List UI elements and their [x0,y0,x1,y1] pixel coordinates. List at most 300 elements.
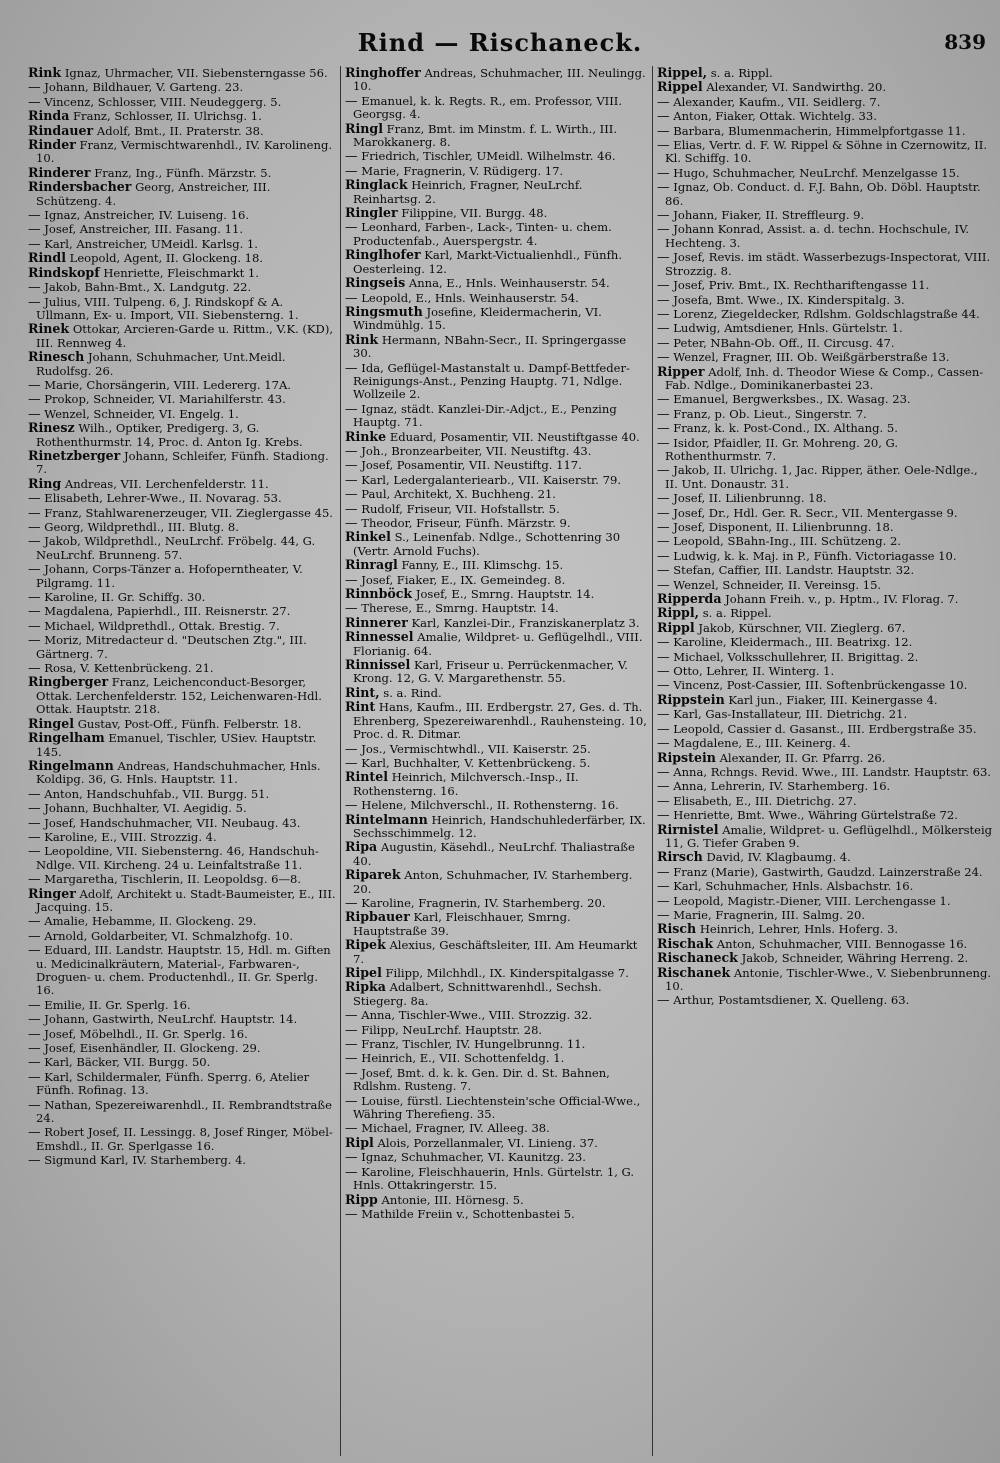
entry-details: Friedrich, Tischler, UMeidl. Wilhelmstr. 46. [361,149,616,164]
entry-surname: Ringhoffer [345,66,421,80]
entry-details: Michael, Volksschullehrer, II. Brigittag. 2. [673,649,919,664]
directory-columns [28,66,994,1456]
entry-surname: — [657,562,670,578]
entry-surname: Rink [345,331,379,347]
directory-entry [345,178,648,206]
entry-surname: — [657,405,670,421]
entry-surname: — [657,648,670,664]
directory-entry [345,1037,648,1051]
entry-surname: — [345,162,358,178]
entry-details: Johann, Corps-Tänzer a. Hofoperntheater, V. Pilgramg. 11. [36,562,303,590]
entry-surname: — [28,942,41,958]
entry-details: Josef, E., Smrng. Hauptstr. 14. [415,587,595,602]
entry-details: Sigmund Karl, IV. Starhemberg. 4. [44,1153,247,1168]
entry-details: Andreas, Schuhmacher, III. Neulingg. 10. [353,66,646,94]
directory-entry [345,276,648,290]
entry-surname: — [28,828,41,844]
entry-details: Johann, Bildhauer, V. Garteng. 23. [44,80,244,95]
entry-details: Andreas, Handschuhmacher, Hnls. Koldipg. 36, G. Hnls. Hauptstr. 11. [36,758,321,787]
entry-details: Heinrich, Lehrer, Hnls. Hoferg. 3. [699,922,899,937]
entry-surname: Ripstein [657,749,716,765]
entry-details: S., Leinenfab. Ndlge., Schottenring 30 (Vertr. Arnold Fuchs). [353,530,621,558]
entry-surname: Rirnistel [657,821,719,837]
entry-surname: Rinder [28,137,76,153]
entry-details: Josef, Fiaker, E., IX. Gemeindeg. 8. [361,572,566,587]
entry-surname: Rippel, [657,66,708,80]
directory-entry [345,1008,648,1022]
entry-surname: Rippl, [657,605,700,621]
entry-surname: Ringel [28,715,75,731]
entry-surname: — [28,561,41,577]
entry-surname: — [28,1124,41,1140]
entry-details: Michael, Fragner, IV. Alleeg. 38. [361,1121,550,1136]
directory-entry [657,879,994,893]
directory-entry [345,587,648,601]
directory-entry [345,868,648,896]
directory-entry [657,951,994,965]
directory-entry [657,765,994,779]
directory-entry [28,787,336,801]
directory-entry [657,549,994,563]
entry-surname: — [28,589,41,605]
directory-entry [345,601,648,615]
entry-surname: — [345,515,358,530]
entry-details: Alexander, Kaufm., VII. Seidlerg. 7. [673,94,881,109]
entry-surname: — [657,291,670,307]
entry-details: Karl, Friseur u. Perrückenmacher, V. Krong. 12, G. V. Margarethenstr. 55. [353,658,628,686]
directory-entry [28,534,336,562]
entry-surname: Ringsmuth [345,303,423,319]
directory-entry [345,333,648,361]
entry-surname: Ringlhofer [345,247,421,263]
directory-entry [345,616,648,630]
directory-entry [345,686,648,700]
directory-entry [345,291,648,305]
entry-details: Hermann, NBahn-Secr., II. Springergasse 30. [353,332,627,361]
entry-details: Franz, Leichenconduct-Besorger, Ottak. Lerchenfelderstr. 152, Leichenwaren-Hdl. Ottak. Hauptstr. 218. [36,675,322,717]
entry-surname: Rirsch [657,849,703,865]
entry-surname: — [28,1068,41,1084]
directory-entry [28,914,336,928]
entry-surname: — [345,1050,358,1066]
directory-entry [657,138,994,166]
entry-details: Josef, Anstreicher, III. Fasang. 11. [44,222,244,237]
entry-surname: — [657,108,670,124]
directory-entry [345,798,648,812]
directory-entry [28,109,336,123]
entry-surname: — [657,792,670,808]
directory-entry [345,1121,648,1135]
directory-entry [657,436,994,464]
entry-details: Emanuel, Bergwerksbes., IX. Wasag. 23. [673,392,911,407]
entry-details: Rosa, V. Kettenbrückeng. 21. [44,661,214,676]
entry-surname: Rinke [345,428,387,444]
entry-details: Augustin, Käsehdl., NeuLrchf. Thaliastraße 40. [353,840,635,868]
entry-details: Georg, Wildprethdl., III. Blutg. 8. [44,520,239,534]
entry-details: Arthur, Postamtsdiener, X. Quelleng. 63. [673,993,910,1008]
entry-surname: Rinda [28,108,70,124]
entry-surname: Rint, [345,684,380,700]
directory-entry [345,220,648,248]
entry-details: Prokop, Schneider, VI. Mariahilferstr. 43. [44,392,286,407]
entry-surname: Ripp [345,1191,378,1207]
column-right [652,66,994,1456]
directory-entry [657,993,994,1007]
entry-details: Wenzel, Schneider, II. Vereinsg. 15. [673,577,882,592]
entry-details: Karl, Buchhalter, V. Kettenbrückeng. 5. [361,755,591,770]
entry-surname: — [345,754,358,770]
entry-surname: — [657,349,670,365]
entry-details: Johann, Schleifer, Fünfh. Stadiong. 7. [36,448,329,477]
directory-entry [28,1098,336,1126]
entry-details: Rudolf, Friseur, VII. Hofstallstr. 5. [361,501,560,516]
directory-entry [657,693,994,707]
directory-entry [345,813,648,841]
entry-details: Isidor, Pfaidler, II. Gr. Mohreng. 20, G. Rothenthurmstr. 7. [665,435,899,463]
entry-surname: Ringelmann [28,757,114,773]
entry-surname: — [28,617,41,633]
entry-details: Franz, k. k. Post-Cond., IX. Althang. 5. [673,421,898,436]
entry-surname: Ringl [345,120,383,136]
entry-surname: Ringler [345,205,398,221]
entry-details: Anna, Lehrerin, IV. Starhemberg. 16. [673,779,891,794]
entry-details: Joh., Bronzearbeiter, VII. Neustiftg. 43. [361,443,592,458]
directory-entry [28,1125,336,1153]
entry-surname: — [345,471,358,487]
directory-entry [28,675,336,716]
entry-surname: — [657,179,670,195]
directory-entry [28,251,336,265]
entry-surname: Rischaneck [657,950,738,966]
entry-surname: — [28,93,41,109]
entry-details: Heinrich, E., VII. Schottenfeldg. 1. [361,1051,565,1066]
entry-details: Gustav, Post-Off., Fünfh. Felberstr. 18. [77,716,302,731]
entry-details: Filipp, Milchhdl., IX. Kinderspitalgasse 7. [385,966,629,980]
entry-details: Johann Freih. v., p. Hptm., IV. Florag. 7. [725,592,959,607]
directory-entry [28,80,336,94]
entry-surname: — [28,996,41,1012]
entry-details: Heinrich, Milchversch.-Insp., II. Rothensterng. 16. [353,770,579,798]
directory-entry [28,266,336,280]
entry-surname: — [657,706,670,722]
entry-details: Antonie, Tischler-Wwe., V. Siebenbrunneng. 10. [665,965,992,993]
directory-entry [28,619,336,633]
directory-entry [345,658,648,686]
directory-entry [28,1070,336,1098]
entry-details: Emanuel, Tischler, USiev. Hauptstr. 145. [36,731,317,759]
directory-entry [657,407,994,421]
directory-entry [345,361,648,402]
entry-details: Ignaz, städt. Kanzlei-Dir.-Adjct., E., Penzing Hauptg. 71. [353,401,617,430]
entry-details: Eduard, III. Landstr. Hauptstr. 15, Hdl. m. Giften u. Medicinalkräutern, Material-, Farbwaren-, Droguen- u. chem. Productenhdl., II. Gr. Sperlg. 16. [36,943,331,998]
entry-surname: Rinkel [345,529,391,545]
entry-details: Alexius, Geschäftsleiter, III. Am Heumarkt 7. [353,938,638,966]
entry-details: Anna, E., Hnls. Weinhauserstr. 54. [408,276,610,291]
entry-details: Adolf, Inh. d. Theodor Wiese & Comp., Cassen-Fab. Ndlge., Dominikanerbastei 23. [665,364,984,392]
entry-surname: Rint [345,699,376,715]
entry-surname: — [345,1092,358,1108]
directory-entry [28,407,336,421]
directory-entry [657,678,994,692]
directory-entry [345,66,648,94]
entry-surname: — [345,1149,358,1165]
directory-entry [657,578,994,592]
page-header [0,28,1000,64]
entry-surname: Rippl [657,619,695,635]
entry-details: Josef, Bmt. d. k. k. Gen. Dir. d. St. Bahnen, Rdlshm. Rusteng. 7. [353,1065,610,1094]
directory-entry [657,722,994,736]
entry-details: Josef, Eisenhändler, II. Glockeng. 29. [44,1041,261,1056]
entry-surname: — [345,740,358,756]
directory-entry [657,350,994,364]
page-number: 839 [944,30,986,54]
entry-details: Anna, Rchngs. Revid. Wwe., III. Landstr. Hauptstr. 63. [673,764,991,779]
directory-entry [657,922,994,936]
entry-surname: Ringseis [345,275,406,291]
directory-entry [28,717,336,731]
entry-details: Ignaz, Anstreicher, IV. Luiseng. 16. [44,208,249,223]
entry-surname: Rintelmann [345,811,428,827]
entry-surname: — [657,434,670,450]
entry-details: Leopold, Cassier d. Gasanst., III. Erdbergstraße 35. [673,721,977,736]
entry-surname: — [28,603,41,619]
directory-entry [657,664,994,678]
directory-entry [28,801,336,815]
entry-surname: — [28,1025,41,1041]
entry-details: Karl, Markt-Victualienhdl., Fünfh. Oesterleing. 12. [353,248,622,276]
entry-details: Franz, p. Ob. Lieut., Singerstr. 7. [673,406,867,421]
entry-surname: — [28,1040,41,1056]
entry-details: Magdalene, E., III. Keinerg. 4. [673,736,851,751]
entry-surname: — [657,863,670,879]
entry-surname: — [345,442,358,458]
entry-details: Ottokar, Arcieren-Garde u. Rittm., V.K. (KD), III. Rennweg 4. [36,322,333,350]
entry-surname: — [28,1054,41,1070]
entry-details: Wenzel, Fragner, III. Ob. Weißgärberstraße 13. [673,350,950,365]
directory-entry [28,295,336,323]
entry-details: Alois, Porzellanmaler, VI. Linieng. 37. [377,1135,598,1150]
entry-surname: — [28,293,41,309]
entry-details: Alexander, II. Gr. Pfarrg. 26. [719,750,886,765]
directory-entry [28,759,336,787]
entry-details: Josef, Disponent, II. Lilienbrunng. 18. [673,520,894,534]
entry-details: Magdalena, Papierhdl., III. Reisnerstr. 27. [44,604,291,619]
directory-entry [657,321,994,335]
entry-details: Karoline, II. Gr. Schiffg. 30. [44,590,206,605]
entry-details: Vincenz, Schlosser, VIII. Neudeggerg. 5. [44,94,282,109]
entry-surname: — [657,504,670,520]
entry-surname: — [28,913,41,929]
entry-details: Karl, Schildermaler, Fünfh. Sperrg. 6, Atelier Fünfh. Rofinag. 13. [36,1069,310,1098]
directory-entry [345,473,648,487]
directory-entry [28,66,336,80]
directory-entry [345,164,648,178]
entry-details: Johann, Fiaker, II. Streffleurg. 9. [673,208,865,223]
directory-entry [28,830,336,844]
entry-surname: — [28,405,41,421]
directory-entry [28,350,336,378]
entry-surname: — [657,878,670,894]
directory-entry [345,1207,648,1221]
entry-details: Franz, Stahlwarenerzeuger, VII. Zieglergasse 45. [44,505,333,520]
entry-surname: Rinnböck [345,586,413,602]
entry-details: Jakob, Schneider, Währing Herreng. 2. [741,951,969,966]
entry-surname: — [345,1021,358,1037]
directory-entry [28,943,336,998]
entry-details: Karoline, Kleidermach., III. Beatrixg. 12. [673,635,913,650]
entry-details: Henriette, Bmt. Wwe., Währing Gürtelstraße 72. [673,808,958,823]
directory-entry [657,336,994,350]
directory-entry [28,1027,336,1041]
directory-entry [28,237,336,251]
entry-surname: — [657,807,670,823]
directory-entry [345,910,648,938]
directory-entry [345,966,648,980]
entry-details: Peter, NBahn-Ob. Off., II. Circusg. 47. [673,335,895,350]
entry-details: Karl, Schuhmacher, Hnls. Alsbachstr. 16. [673,879,914,894]
entry-details: Josef, II. Lilienbrunng. 18. [673,491,827,506]
entry-details: Ludwig, k. k. Maj. in P., Fünfh. Victoriagasse 10. [673,548,957,563]
directory-entry [345,742,648,756]
entry-details: Leopoldine, VII. Siebensterng. 46, Handschuh-Ndlge. VII. Kircheng. 24 u. Leinfaltstraße 11. [36,844,319,872]
entry-surname: — [345,457,358,473]
directory-entry [345,248,648,276]
directory-entry [657,592,994,606]
entry-surname: Rindskopf [28,264,100,280]
directory-entry [28,138,336,166]
entry-details: Moriz, Mitredacteur d. "Deutschen Ztg.", III. Gärtnerg. 7. [36,633,307,661]
entry-details: s. a. Rind. [383,685,442,700]
directory-entry [28,872,336,886]
entry-surname: Ripperda [657,591,722,607]
entry-details: Louise, fürstl. Liechtenstein'sche Official-Wwe., Währing Therefieng. 35. [353,1093,641,1122]
entry-surname: — [345,571,358,587]
directory-entry [345,305,648,333]
directory-entry [657,80,994,94]
entry-surname: Rindauer [28,122,94,138]
directory-entry [657,707,994,721]
directory-entry [657,621,994,635]
entry-surname: — [28,1096,41,1112]
directory-entry [657,278,994,292]
entry-details: Johann Konrad, Assist. a. d. techn. Hochschule, IV. Hechteng. 3. [665,222,970,250]
directory-entry [657,250,994,278]
entry-surname: — [345,1064,358,1080]
entry-surname: Ring [28,475,62,491]
entry-details: Wenzel, Schneider, VI. Engelg. 1. [44,406,239,421]
entry-details: Marie, Chorsängerin, VIII. Ledererg. 17A. [44,377,291,392]
entry-surname: Ringelham [28,730,105,746]
entry-surname: — [345,894,358,910]
entry-details: Johann, Schuhmacher, Unt.Meidl. Rudolfsg. 26. [36,350,286,378]
entry-surname: — [345,359,358,375]
directory-entry [657,894,994,908]
entry-surname: — [657,547,670,563]
entry-details: Leopold, E., Hnls. Weinhauserstr. 54. [361,290,579,305]
entry-details: Josefine, Kleidermacherin, VI. Windmühlg. 15. [353,304,602,333]
entry-details: Ignaz, Uhrmacher, VII. Siebensterngasse 56. [64,66,328,80]
directory-entry [657,166,994,180]
entry-details: Therese, E., Smrng. Hauptstr. 14. [361,601,559,616]
entry-surname: — [657,490,670,506]
entry-surname: — [657,305,670,321]
entry-details: Amalie, Wildpret- u. Geflügelhdl., VIII. Florianig. 64. [353,630,643,658]
entry-details: Paul, Architekt, X. Buchheng. 21. [361,487,556,502]
entry-details: Franz, Schlosser, II. Ulrichsg. 1. [73,109,262,124]
entry-surname: — [345,92,358,108]
directory-entry [657,736,994,750]
entry-details: Johann, Gastwirth, NeuLrchf. Hauptstr. 14. [44,1012,298,1027]
directory-entry [28,661,336,675]
entry-surname: — [28,800,41,816]
entry-details: Karl jun., Fiaker, III. Keinergasse 4. [728,692,938,707]
entry-details: Elias, Vertr. d. F. W. Rippel & Söhne in Czernowitz, II. Kl. Schiffg. 10. [665,138,988,166]
entry-surname: — [28,504,41,520]
entry-details: Stefan, Caffier, III. Landstr. Hauptstr. 32. [673,563,915,578]
entry-details: Adolf, Bmt., II. Praterstr. 38. [96,123,264,138]
directory-entry [345,487,648,501]
directory-entry [28,604,336,618]
entry-surname: — [657,663,670,679]
entry-details: Eduard, Posamentir, VII. Neustiftgasse 40. [389,429,640,444]
directory-entry [345,530,648,558]
directory-entry [345,700,648,741]
entry-surname: — [657,778,670,794]
entry-surname: — [28,785,41,801]
entry-details: Karl, Ledergalanteriearb., VII. Kaiserstr. 79. [361,472,621,487]
entry-surname: — [657,320,670,336]
directory-entry [28,477,336,491]
entry-surname: Ripbauer [345,909,410,925]
directory-entry [657,463,994,491]
entry-surname: — [657,122,670,138]
entry-surname: — [657,93,670,109]
entry-details: Anna, Tischler-Wwe., VIII. Strozzig. 32. [361,1008,593,1023]
entry-details: Franz, Bmt. im Minstm. f. L. Wirth., III. Marokkanerg. 8. [353,121,618,150]
entry-surname: — [28,79,41,95]
entry-surname: — [657,576,670,592]
entry-details: Barbara, Blumenmacherin, Himmelpfortgasse 11. [673,123,966,138]
directory-entry [28,378,336,392]
directory-entry [657,124,994,138]
entry-surname: — [657,720,670,736]
entry-surname: — [345,289,358,305]
directory-entry [345,430,648,444]
directory-entry [28,421,336,449]
entry-details: Hans, Kaufm., III. Erdbergstr. 27, Ges. d. Th. Ehrenberg, Spezereiwarenhdl., Rauhensteing. 10, Proc. d. R. Ditmar. [353,700,647,742]
entry-surname: Rindersbacher [28,179,132,195]
entry-surname: — [657,533,670,549]
directory-entry [657,937,994,951]
entry-surname: — [345,1120,358,1136]
entry-details: Jakob, Kürschner, VII. Zieglerg. 67. [698,620,906,635]
directory-entry [345,558,648,572]
entry-surname: Rippstein [657,691,725,707]
entry-surname: — [657,277,670,293]
entry-details: Andreas, VII. Lerchenfelderstr. 11. [64,476,269,491]
entry-surname: — [345,797,358,813]
entry-details: Jakob, II. Ulrichg. 1, Jac. Ripper, äther. Oele-Ndlge., II. Unt. Donaustr. 31. [665,463,978,491]
directory-entry [28,998,336,1012]
directory-entry [28,520,336,534]
entry-details: Heinrich, Fragner, NeuLrchf. Reinhartsg. 2. [353,178,583,206]
directory-entry [345,1094,648,1122]
entry-details: Leopold, Agent, II. Glockeng. 18. [69,251,264,266]
entry-details: Lorenz, Ziegeldecker, Rdlshm. Goldschlagstraße 44. [673,306,980,321]
directory-entry [345,206,648,220]
entry-details: Amalie, Hebamme, II. Glockeng. 29. [44,914,257,929]
directory-entry [345,444,648,458]
